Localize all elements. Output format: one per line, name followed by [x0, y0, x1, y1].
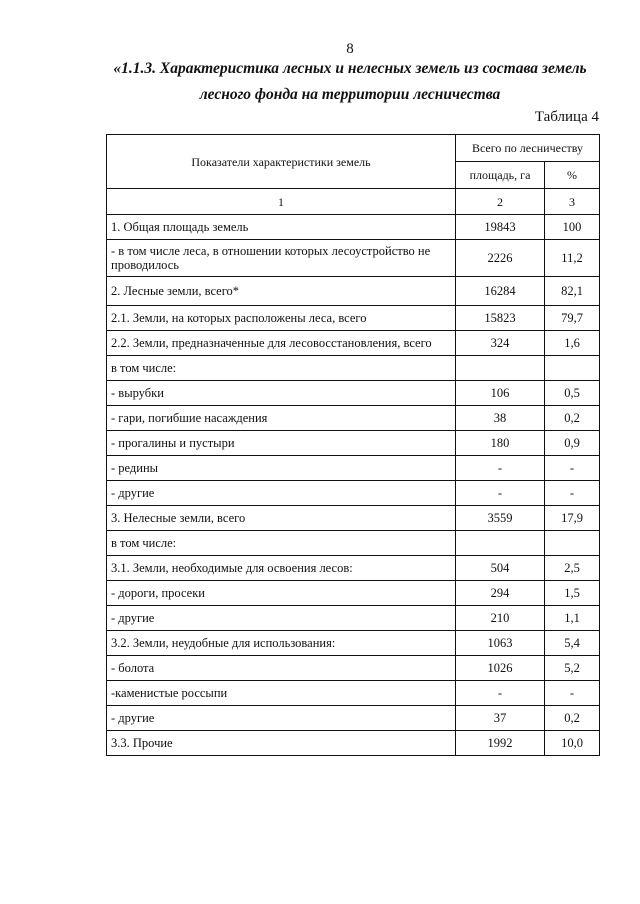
row-percent: 10,0 — [545, 731, 600, 756]
table-row — [107, 215, 600, 240]
row-percent — [545, 356, 600, 381]
row-indicator: - другие — [107, 606, 456, 631]
row-area — [456, 531, 545, 556]
row-area — [456, 356, 545, 381]
row-indicator: - гари, погибшие насаждения — [107, 406, 456, 431]
row-percent: 1,6 — [545, 331, 600, 356]
row-percent: 0,5 — [545, 381, 600, 406]
row-area: 294 — [456, 581, 545, 606]
row-indicator: - в том числе леса, в отношении которых лесоустройство не проводилось — [107, 240, 456, 277]
table-row — [107, 681, 600, 706]
row-indicator: 1. Общая площадь земель — [107, 215, 456, 240]
header-indicator: Показатели характеристики земель — [107, 135, 456, 189]
table-row — [107, 240, 600, 277]
section-title-line-2: лесного фонда на территории лесничества — [199, 86, 501, 103]
row-area: 106 — [456, 381, 545, 406]
row-indicator: 3.2. Земли, неудобные для использования: — [107, 631, 456, 656]
row-percent: 0,9 — [545, 431, 600, 456]
row-indicator: 3.1. Земли, необходимые для освоения лесов: — [107, 556, 456, 581]
row-percent: 5,4 — [545, 631, 600, 656]
row-percent: 11,2 — [545, 240, 600, 277]
header-area: площадь, га — [456, 162, 545, 189]
row-area: 1026 — [456, 656, 545, 681]
row-area: 15823 — [456, 306, 545, 331]
row-percent: - — [545, 481, 600, 506]
table-row — [107, 606, 600, 631]
column-index: 3 — [545, 189, 600, 215]
row-percent: 17,9 — [545, 506, 600, 531]
row-area: 19843 — [456, 215, 545, 240]
table-row — [107, 556, 600, 581]
table-row — [107, 481, 600, 506]
row-percent: 82,1 — [545, 277, 600, 306]
row-percent: 1,1 — [545, 606, 600, 631]
row-percent: - — [545, 681, 600, 706]
row-percent — [545, 531, 600, 556]
table-row — [107, 531, 600, 556]
row-area: 3559 — [456, 506, 545, 531]
table-row — [107, 456, 600, 481]
table-row — [107, 506, 600, 531]
row-area: - — [456, 481, 545, 506]
row-indicator: -каменистые россыпи — [107, 681, 456, 706]
table-row — [107, 706, 600, 731]
row-indicator: в том числе: — [107, 531, 456, 556]
row-indicator: - вырубки — [107, 381, 456, 406]
table-label: Таблица 4 — [534, 109, 599, 125]
table-row — [107, 381, 600, 406]
row-indicator: 2.2. Земли, предназначенные для лесовосстановления, всего — [107, 331, 456, 356]
land-characteristics-table — [106, 134, 600, 756]
row-percent: 79,7 — [545, 306, 600, 331]
row-percent: - — [545, 456, 600, 481]
column-index: 1 — [107, 189, 456, 215]
table-row — [107, 331, 600, 356]
table-row — [107, 406, 600, 431]
section-title-line-1: «1.1.3. Характеристика лесных и нелесных земель из состава земель — [113, 60, 587, 77]
header-total-group: Всего по лесничеству — [456, 135, 600, 162]
row-indicator: - болота — [107, 656, 456, 681]
row-indicator: - редины — [107, 456, 456, 481]
column-index-row — [107, 189, 600, 215]
row-indicator: - прогалины и пустыри — [107, 431, 456, 456]
row-indicator: - другие — [107, 481, 456, 506]
table-row — [107, 656, 600, 681]
table-row — [107, 631, 600, 656]
row-area: 1992 — [456, 731, 545, 756]
row-area: 180 — [456, 431, 545, 456]
table-row — [107, 731, 600, 756]
row-area: 38 — [456, 406, 545, 431]
table-row — [107, 306, 600, 331]
row-percent: 100 — [545, 215, 600, 240]
row-indicator: 3. Нелесные земли, всего — [107, 506, 456, 531]
row-percent: 1,5 — [545, 581, 600, 606]
row-area: 1063 — [456, 631, 545, 656]
row-indicator: - другие — [107, 706, 456, 731]
row-area: 504 — [456, 556, 545, 581]
row-indicator: в том числе: — [107, 356, 456, 381]
table-row — [107, 431, 600, 456]
row-area: 2226 — [456, 240, 545, 277]
table-row — [107, 277, 600, 306]
row-area: 210 — [456, 606, 545, 631]
row-percent: 0,2 — [545, 706, 600, 731]
table-row — [107, 356, 600, 381]
row-area: 37 — [456, 706, 545, 731]
header-percent: % — [545, 162, 600, 189]
row-indicator: - дороги, просеки — [107, 581, 456, 606]
row-area: - — [456, 456, 545, 481]
table-row — [107, 581, 600, 606]
row-area: - — [456, 681, 545, 706]
row-percent: 2,5 — [545, 556, 600, 581]
page-number: 8 — [346, 41, 354, 57]
row-percent: 0,2 — [545, 406, 600, 431]
row-percent: 5,2 — [545, 656, 600, 681]
row-indicator: 3.3. Прочие — [107, 731, 456, 756]
table-header-row — [107, 135, 600, 162]
row-indicator: 2.1. Земли, на которых расположены леса, всего — [107, 306, 456, 331]
row-area: 324 — [456, 331, 545, 356]
column-index: 2 — [456, 189, 545, 215]
row-indicator: 2. Лесные земли, всего* — [107, 277, 456, 306]
row-area: 16284 — [456, 277, 545, 306]
